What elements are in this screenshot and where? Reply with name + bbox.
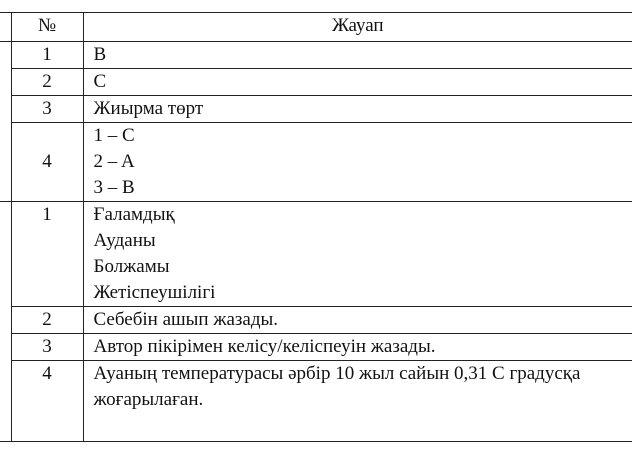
answer-line: B xyxy=(93,44,107,65)
table-row xyxy=(0,307,632,334)
answer-line: 3 – B xyxy=(93,177,135,198)
answer-line: 1 – C xyxy=(93,125,135,146)
table-header-row xyxy=(0,13,632,42)
table-row xyxy=(0,202,632,307)
section-b-label-cell xyxy=(0,202,11,442)
table-row xyxy=(0,42,632,69)
section-a-label-cell xyxy=(0,42,11,202)
answer-line: Ауаның температурасы әрбір 10 жыл сайын 0,31 С градусқа жоғарылаған. xyxy=(93,363,581,410)
answer-line: C xyxy=(93,71,107,92)
row-number: 1 xyxy=(11,202,83,307)
row-answer xyxy=(83,202,632,307)
row-number: 4 xyxy=(11,123,83,202)
row-answer xyxy=(83,123,632,202)
answer-line: Автор пікірімен келісу/келіспеуін жазады. xyxy=(93,336,436,357)
answer-line: Ғаламдық xyxy=(93,204,175,225)
row-answer xyxy=(83,69,632,96)
row-label-cell xyxy=(0,13,11,42)
row-number: 4 xyxy=(11,361,83,442)
header-answer: Жауап xyxy=(83,13,632,42)
table-row xyxy=(0,96,632,123)
row-answer xyxy=(83,361,632,442)
answer-line: Ауданы xyxy=(93,230,156,251)
answer-line: Жиырма төрт xyxy=(93,98,204,119)
answer-line: 2 – A xyxy=(93,151,135,172)
table-row xyxy=(0,69,632,96)
row-number: 3 xyxy=(11,334,83,361)
answer-line: Болжамы xyxy=(93,256,170,277)
header-number: № xyxy=(11,13,83,42)
row-answer xyxy=(83,307,632,334)
row-answer xyxy=(83,96,632,123)
row-number: 3 xyxy=(11,96,83,123)
answer-line: Себебін ашып жазады. xyxy=(93,309,279,330)
table-row xyxy=(0,123,632,202)
row-answer xyxy=(83,334,632,361)
row-number: 1 xyxy=(11,42,83,69)
table-row xyxy=(0,334,632,361)
table-row xyxy=(0,361,632,442)
row-number: 2 xyxy=(11,69,83,96)
answer-table xyxy=(0,12,632,442)
answer-line: Жетіспеушілігі xyxy=(93,282,216,303)
row-number: 2 xyxy=(11,307,83,334)
row-answer xyxy=(83,42,632,69)
